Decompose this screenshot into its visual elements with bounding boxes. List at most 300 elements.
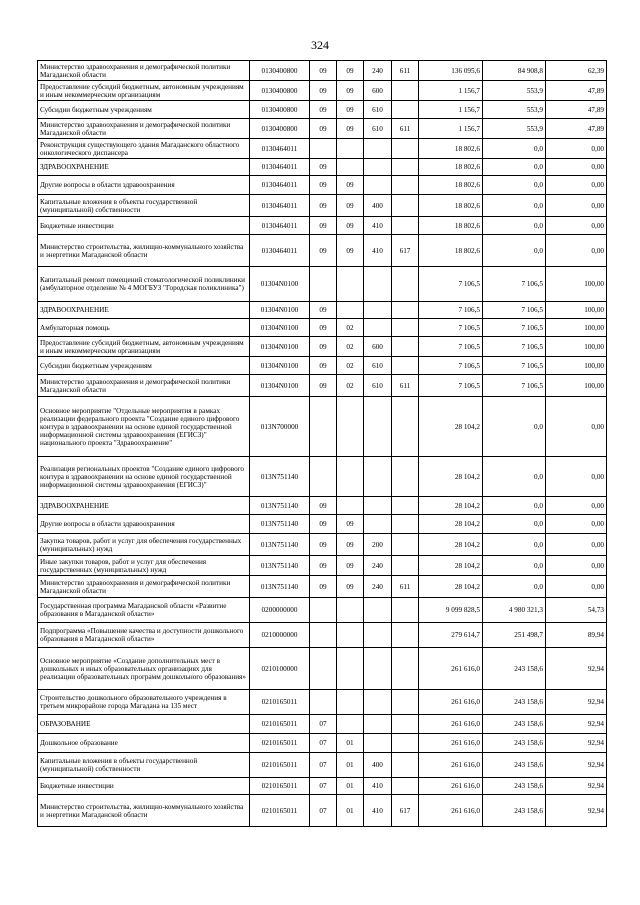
row-expense-type [364, 457, 392, 497]
row-plan: 7 106,5 [419, 357, 483, 375]
row-name: Реконструкция существующего здания Магаданского областного онкологического диспансера [38, 139, 250, 159]
row-expense-type [364, 319, 392, 337]
row-subsection [337, 623, 364, 648]
row-section: 09 [310, 337, 337, 357]
row-name: ЗДРАВООХРАНЕНИЕ [38, 497, 250, 515]
row-plan: 7 106,5 [419, 337, 483, 357]
row-plan: 261 616,0 [419, 734, 483, 753]
row-expense-type [364, 159, 392, 176]
table-row [38, 337, 607, 357]
row-name: Амбулаторная помощь [38, 319, 250, 337]
row-percent: 92,94 [546, 648, 607, 690]
row-fact: 4 980 321,3 [483, 598, 546, 623]
row-expense-type: 610 [364, 375, 392, 397]
row-percent: 0,00 [546, 235, 607, 267]
row-expense-type [364, 715, 392, 734]
row-admin-code [392, 556, 419, 576]
row-admin-code [392, 715, 419, 734]
row-expense-type: 410 [364, 778, 392, 795]
row-name: Предоставление субсидий бюджетным, автономным учреждениям и иным некоммерческим организациям [38, 337, 250, 357]
row-name: Капитальные вложения в объекты государственной (муниципальной) собственности [38, 753, 250, 778]
row-admin-code [392, 357, 419, 375]
row-section [310, 648, 337, 690]
row-fact: 553,9 [483, 81, 546, 101]
table-row [38, 515, 607, 534]
row-code: 0130400800 [250, 61, 310, 81]
row-expense-type [364, 648, 392, 690]
row-section: 09 [310, 497, 337, 515]
row-percent: 0,00 [546, 176, 607, 195]
row-admin-code [392, 337, 419, 357]
row-fact: 0,0 [483, 576, 546, 598]
row-section [310, 267, 337, 302]
row-fact: 243 158,6 [483, 715, 546, 734]
row-subsection [337, 302, 364, 319]
table-row [38, 357, 607, 375]
row-admin-code [392, 534, 419, 556]
row-code: 0210165011 [250, 795, 310, 827]
row-percent: 100,00 [546, 302, 607, 319]
table-row [38, 397, 607, 457]
row-code: 0130464011 [250, 176, 310, 195]
row-section [310, 397, 337, 457]
row-expense-type: 410 [364, 235, 392, 267]
row-admin-code: 611 [392, 61, 419, 81]
row-name: Другие вопросы в области здравоохранения [38, 176, 250, 195]
row-fact: 243 158,6 [483, 795, 546, 827]
table-row [38, 81, 607, 101]
row-admin-code [392, 139, 419, 159]
row-code: 01304N0100 [250, 375, 310, 397]
row-fact: 243 158,6 [483, 753, 546, 778]
row-expense-type: 600 [364, 337, 392, 357]
table-row [38, 119, 607, 139]
table-row [38, 235, 607, 267]
row-subsection: 09 [337, 235, 364, 267]
row-admin-code [392, 690, 419, 715]
row-name: Бюджетные инвестиции [38, 778, 250, 795]
row-admin-code [392, 217, 419, 235]
row-percent: 47,89 [546, 101, 607, 119]
row-subsection [337, 690, 364, 715]
row-admin-code: 611 [392, 576, 419, 598]
row-fact: 553,9 [483, 119, 546, 139]
row-admin-code [392, 397, 419, 457]
row-section: 09 [310, 217, 337, 235]
row-subsection: 01 [337, 753, 364, 778]
table-row [38, 457, 607, 497]
row-percent: 0,00 [546, 576, 607, 598]
row-fact: 243 158,6 [483, 690, 546, 715]
row-expense-type [364, 267, 392, 302]
row-name: Реализация региональных проектов "Создание единого цифрового контура в здравоохранении на основе единой государственной информационной системы здравоохранения (ЕГИСЗ)" [38, 457, 250, 497]
row-name: Подпрограмма «Повышение качества и доступности дошкольного образования в Магаданской области» [38, 623, 250, 648]
table-row [38, 101, 607, 119]
row-name: Дошкольное образование [38, 734, 250, 753]
budget-table-body [38, 61, 607, 827]
row-admin-code [392, 159, 419, 176]
row-percent: 0,00 [546, 139, 607, 159]
table-row [38, 623, 607, 648]
row-code: 013N751140 [250, 556, 310, 576]
table-row [38, 139, 607, 159]
row-admin-code: 617 [392, 795, 419, 827]
row-name: Основное мероприятие "Отдельные мероприятия в рамках реализации федерального проекта "Создание единого цифрового контура в здравоохранении на основе единой государственной информационной системы здравоохранения (ЕГИСЗ)" национального проекта "Здравоохранение" [38, 397, 250, 457]
row-code: 01304N0100 [250, 337, 310, 357]
row-expense-type [364, 302, 392, 319]
table-row [38, 61, 607, 81]
row-subsection: 02 [337, 357, 364, 375]
row-section: 09 [310, 235, 337, 267]
row-fact: 243 158,6 [483, 734, 546, 753]
row-plan: 18 802,6 [419, 217, 483, 235]
row-section: 07 [310, 795, 337, 827]
row-name: Министерство здравоохранения и демографической политики Магаданской области [38, 119, 250, 139]
table-row [38, 217, 607, 235]
table-row [38, 690, 607, 715]
row-fact: 243 158,6 [483, 648, 546, 690]
row-expense-type: 610 [364, 357, 392, 375]
row-subsection: 09 [337, 61, 364, 81]
row-admin-code [392, 497, 419, 515]
row-name: Министерство строительства, жилищно-коммунального хозяйства и энергетики Магаданской области [38, 795, 250, 827]
row-fact: 0,0 [483, 195, 546, 217]
budget-table [37, 60, 607, 827]
row-fact: 7 106,5 [483, 267, 546, 302]
row-percent: 0,00 [546, 556, 607, 576]
row-expense-type [364, 598, 392, 623]
row-plan: 1 156,7 [419, 119, 483, 139]
row-name: Основное мероприятие «Создание дополнительных мест в дошкольных и иных образовательных организациях для реализации образовательных программ дошкольного образования» [38, 648, 250, 690]
table-row [38, 556, 607, 576]
row-section [310, 457, 337, 497]
row-plan: 18 802,6 [419, 139, 483, 159]
row-section: 07 [310, 778, 337, 795]
row-subsection [337, 497, 364, 515]
row-fact: 0,0 [483, 235, 546, 267]
row-percent: 0,00 [546, 497, 607, 515]
row-subsection: 09 [337, 119, 364, 139]
row-section: 09 [310, 195, 337, 217]
row-admin-code [392, 457, 419, 497]
row-subsection [337, 457, 364, 497]
table-row [38, 795, 607, 827]
row-code: 0210165011 [250, 715, 310, 734]
row-plan: 261 616,0 [419, 715, 483, 734]
row-percent: 47,89 [546, 119, 607, 139]
table-row [38, 576, 607, 598]
table-row [38, 715, 607, 734]
row-subsection: 02 [337, 319, 364, 337]
row-plan: 261 616,0 [419, 648, 483, 690]
row-expense-type [364, 497, 392, 515]
table-row [38, 648, 607, 690]
row-plan: 261 616,0 [419, 753, 483, 778]
row-subsection [337, 139, 364, 159]
row-plan: 136 095,6 [419, 61, 483, 81]
row-code: 0200000000 [250, 598, 310, 623]
row-percent: 100,00 [546, 267, 607, 302]
row-fact: 251 498,7 [483, 623, 546, 648]
row-fact: 7 106,5 [483, 319, 546, 337]
row-expense-type [364, 515, 392, 534]
row-code: 0130400800 [250, 81, 310, 101]
row-code: 0210165011 [250, 753, 310, 778]
row-code: 013N751140 [250, 534, 310, 556]
row-admin-code: 611 [392, 119, 419, 139]
row-plan: 28 104,2 [419, 534, 483, 556]
row-expense-type [364, 690, 392, 715]
row-subsection: 02 [337, 337, 364, 357]
row-code: 013N700000 [250, 397, 310, 457]
row-admin-code [392, 319, 419, 337]
row-percent: 0,00 [546, 159, 607, 176]
row-name: Другие вопросы в области здравоохранения [38, 515, 250, 534]
row-plan: 279 614,7 [419, 623, 483, 648]
row-subsection: 09 [337, 515, 364, 534]
row-subsection: 09 [337, 81, 364, 101]
row-name: Капитальный ремонт помещений стоматологической поликлиники (амбулаторное отделение № 4 МОГБУЗ "Городская поликлиника") [38, 267, 250, 302]
row-subsection [337, 397, 364, 457]
row-section: 09 [310, 159, 337, 176]
row-subsection [337, 598, 364, 623]
row-fact: 0,0 [483, 457, 546, 497]
row-percent: 0,00 [546, 217, 607, 235]
row-plan: 28 104,2 [419, 397, 483, 457]
row-fact: 0,0 [483, 497, 546, 515]
row-expense-type: 600 [364, 81, 392, 101]
row-name: ОБРАЗОВАНИЕ [38, 715, 250, 734]
table-row [38, 598, 607, 623]
row-admin-code [392, 81, 419, 101]
row-percent: 92,94 [546, 753, 607, 778]
row-section: 07 [310, 753, 337, 778]
row-subsection: 09 [337, 101, 364, 119]
row-fact: 0,0 [483, 556, 546, 576]
row-section: 09 [310, 556, 337, 576]
row-percent: 47,89 [546, 81, 607, 101]
row-percent: 100,00 [546, 319, 607, 337]
row-code: 013N751140 [250, 515, 310, 534]
row-plan: 7 106,5 [419, 302, 483, 319]
row-name: Капитальные вложения в объекты государственной (муниципальной) собственности [38, 195, 250, 217]
row-section [310, 690, 337, 715]
table-row [38, 319, 607, 337]
row-fact: 0,0 [483, 176, 546, 195]
row-section: 09 [310, 357, 337, 375]
row-name: Министерство здравоохранения и демографической политики Магаданской области [38, 61, 250, 81]
row-section: 09 [310, 61, 337, 81]
row-fact: 0,0 [483, 397, 546, 457]
row-expense-type: 410 [364, 795, 392, 827]
row-expense-type: 400 [364, 753, 392, 778]
row-admin-code [392, 176, 419, 195]
row-admin-code [392, 101, 419, 119]
row-expense-type: 240 [364, 576, 392, 598]
row-plan: 18 802,6 [419, 195, 483, 217]
table-row [38, 497, 607, 515]
row-expense-type [364, 623, 392, 648]
row-section: 09 [310, 534, 337, 556]
row-percent: 100,00 [546, 357, 607, 375]
row-section: 09 [310, 81, 337, 101]
table-row [38, 267, 607, 302]
row-subsection: 02 [337, 375, 364, 397]
row-plan: 261 616,0 [419, 690, 483, 715]
row-section: 09 [310, 119, 337, 139]
row-code: 01304N0100 [250, 319, 310, 337]
row-fact: 7 106,5 [483, 375, 546, 397]
row-code: 0130400800 [250, 101, 310, 119]
row-subsection [337, 648, 364, 690]
row-admin-code [392, 302, 419, 319]
row-code: 0210100000 [250, 648, 310, 690]
row-name: Строительство дошкольного образовательного учреждения в третьем микрорайоне города Магадана на 135 мест [38, 690, 250, 715]
row-fact: 0,0 [483, 159, 546, 176]
row-subsection [337, 267, 364, 302]
row-fact: 243 158,6 [483, 778, 546, 795]
row-admin-code [392, 195, 419, 217]
table-row [38, 195, 607, 217]
row-plan: 1 156,7 [419, 101, 483, 119]
table-row [38, 778, 607, 795]
row-expense-type [364, 176, 392, 195]
row-plan: 18 802,6 [419, 235, 483, 267]
row-name: Субсидии бюджетным учреждениям [38, 357, 250, 375]
row-code: 0130464011 [250, 217, 310, 235]
row-plan: 261 616,0 [419, 795, 483, 827]
row-percent: 0,00 [546, 195, 607, 217]
row-subsection: 09 [337, 556, 364, 576]
row-subsection: 09 [337, 195, 364, 217]
row-percent: 92,94 [546, 795, 607, 827]
row-name: Субсидии бюджетным учреждениям [38, 101, 250, 119]
row-name: Государственная программа Магаданской области «Развитие образования в Магаданской области» [38, 598, 250, 623]
row-plan: 261 616,0 [419, 778, 483, 795]
row-subsection: 09 [337, 534, 364, 556]
row-admin-code [392, 778, 419, 795]
row-section: 07 [310, 715, 337, 734]
row-admin-code [392, 753, 419, 778]
page-number: 324 [311, 38, 329, 52]
row-subsection: 09 [337, 176, 364, 195]
row-name: Министерство строительства, жилищно-коммунального хозяйства и энергетики Магаданской области [38, 235, 250, 267]
row-percent: 89,94 [546, 623, 607, 648]
row-plan: 28 104,2 [419, 497, 483, 515]
row-fact: 0,0 [483, 217, 546, 235]
row-expense-type [364, 139, 392, 159]
row-percent: 62,39 [546, 61, 607, 81]
row-fact: 0,0 [483, 139, 546, 159]
row-fact: 7 106,5 [483, 302, 546, 319]
row-expense-type: 400 [364, 195, 392, 217]
row-expense-type: 610 [364, 119, 392, 139]
row-percent: 92,94 [546, 734, 607, 753]
row-section: 09 [310, 302, 337, 319]
row-name: ЗДРАВООХРАНЕНИЕ [38, 159, 250, 176]
row-code: 0210165011 [250, 734, 310, 753]
row-code: 013N751140 [250, 497, 310, 515]
row-subsection: 09 [337, 576, 364, 598]
row-code: 0210165011 [250, 690, 310, 715]
row-subsection: 01 [337, 778, 364, 795]
row-code: 01304N0100 [250, 267, 310, 302]
row-section [310, 598, 337, 623]
row-plan: 28 104,2 [419, 457, 483, 497]
row-expense-type: 410 [364, 217, 392, 235]
row-plan: 18 802,6 [419, 176, 483, 195]
row-plan: 7 106,5 [419, 375, 483, 397]
row-percent: 0,00 [546, 457, 607, 497]
row-subsection: 01 [337, 734, 364, 753]
row-name: Иные закупки товаров, работ и услуг для обеспечения государственных (муниципальных) нужд [38, 556, 250, 576]
row-name: Предоставление субсидий бюджетным, автономным учреждениям и иным некоммерческим организациям [38, 81, 250, 101]
table-row [38, 734, 607, 753]
row-section: 09 [310, 319, 337, 337]
row-expense-type: 240 [364, 61, 392, 81]
row-fact: 7 106,5 [483, 337, 546, 357]
row-name: Бюджетные инвестиции [38, 217, 250, 235]
row-plan: 18 802,6 [419, 159, 483, 176]
row-admin-code [392, 648, 419, 690]
row-subsection [337, 715, 364, 734]
row-name: Закупка товаров, работ и услуг для обеспечения государственных (муниципальных) нужд [38, 534, 250, 556]
row-percent: 0,00 [546, 534, 607, 556]
row-code: 013N751140 [250, 576, 310, 598]
row-subsection: 09 [337, 217, 364, 235]
row-plan: 28 104,2 [419, 576, 483, 598]
row-section: 09 [310, 101, 337, 119]
row-name: Министерство здравоохранения и демографической политики Магаданской области [38, 375, 250, 397]
row-section: 07 [310, 734, 337, 753]
row-expense-type: 200 [364, 534, 392, 556]
row-code: 0130464011 [250, 159, 310, 176]
row-name: ЗДРАВООХРАНЕНИЕ [38, 302, 250, 319]
table-row [38, 302, 607, 319]
table-row [38, 176, 607, 195]
row-code: 0130464011 [250, 139, 310, 159]
row-code: 0210165011 [250, 778, 310, 795]
row-code: 0130400800 [250, 119, 310, 139]
row-plan: 1 156,7 [419, 81, 483, 101]
row-percent: 100,00 [546, 375, 607, 397]
row-admin-code [392, 734, 419, 753]
row-plan: 7 106,5 [419, 267, 483, 302]
row-plan: 9 099 828,5 [419, 598, 483, 623]
table-row [38, 753, 607, 778]
row-percent: 92,94 [546, 715, 607, 734]
row-expense-type: 240 [364, 556, 392, 576]
row-code: 013N751140 [250, 457, 310, 497]
row-fact: 84 908,8 [483, 61, 546, 81]
row-percent: 92,94 [546, 690, 607, 715]
table-row [38, 375, 607, 397]
row-percent: 54,73 [546, 598, 607, 623]
row-subsection [337, 159, 364, 176]
row-fact: 0,0 [483, 534, 546, 556]
row-fact: 553,9 [483, 101, 546, 119]
row-percent: 0,00 [546, 397, 607, 457]
row-plan: 7 106,5 [419, 319, 483, 337]
row-fact: 0,0 [483, 515, 546, 534]
row-admin-code [392, 515, 419, 534]
row-plan: 28 104,2 [419, 556, 483, 576]
row-section: 09 [310, 176, 337, 195]
row-expense-type [364, 734, 392, 753]
table-row [38, 159, 607, 176]
row-admin-code: 617 [392, 235, 419, 267]
row-section: 09 [310, 515, 337, 534]
